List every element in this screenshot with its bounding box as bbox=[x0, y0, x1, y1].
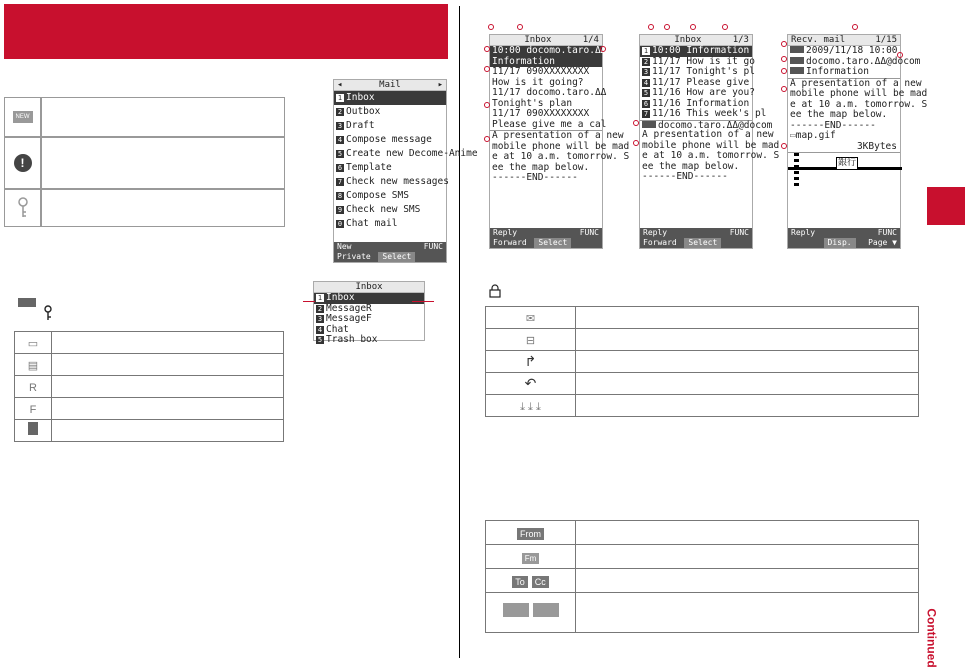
inbox2-number-icon: 2 bbox=[643, 57, 649, 66]
callout-marker bbox=[633, 140, 639, 146]
inbox1-softkeys-2 bbox=[490, 238, 602, 248]
inbox2-row[interactable] bbox=[640, 108, 767, 120]
inbox1-preview-line: A presentation of a new bbox=[492, 130, 624, 141]
recv-softkeys bbox=[788, 228, 900, 238]
inbox2-number-icon: 7 bbox=[643, 110, 649, 118]
callout-marker bbox=[852, 24, 858, 30]
inbox2-number-icon: 5 bbox=[643, 89, 649, 97]
from-icon-cell bbox=[486, 521, 576, 545]
mail-menu-item[interactable] bbox=[334, 119, 446, 133]
callout-marker bbox=[484, 102, 490, 108]
callout-marker bbox=[781, 41, 787, 47]
select-softkey[interactable]: Select bbox=[684, 238, 721, 248]
recv-attachment[interactable]: ▭map.gif bbox=[790, 130, 836, 141]
callout-marker bbox=[690, 24, 696, 30]
recv-body-line: e at 10 a.m. tomorrow. S bbox=[790, 98, 928, 110]
func-softkey[interactable]: FUNC bbox=[877, 228, 897, 237]
mail-menu-item-label: Compose SMS bbox=[346, 190, 409, 201]
mail-menu-item[interactable] bbox=[334, 133, 446, 147]
recv-title: Recv. mail bbox=[791, 34, 846, 45]
key-icon bbox=[17, 197, 29, 219]
folder-number-icon: 3 bbox=[317, 315, 323, 323]
cc-unread-icon bbox=[533, 603, 559, 617]
trash-icon bbox=[15, 420, 52, 442]
callout-marker bbox=[781, 56, 787, 62]
recv-size: 3KBytes bbox=[856, 140, 897, 152]
table-row bbox=[486, 395, 919, 417]
inbox1-preview-line: ee the map below. bbox=[492, 161, 590, 173]
table-row bbox=[15, 354, 284, 376]
folder-list-title: Inbox bbox=[355, 281, 383, 292]
recv-body-line: ------END------ bbox=[790, 119, 876, 131]
inbox1-row[interactable] bbox=[490, 118, 607, 131]
disp-softkey[interactable]: Disp. bbox=[824, 238, 856, 248]
menu-number-icon: 0 bbox=[337, 220, 343, 228]
callout-marker bbox=[484, 46, 490, 52]
to-cc-bcc-icons: ⤓ ⤓ ⤓ bbox=[486, 395, 576, 417]
inbox1-row-text: How is it going? bbox=[492, 76, 584, 88]
menu-number-icon: 7 bbox=[337, 178, 343, 186]
inbox1-row-text: 11/17 090XXXXXXXX bbox=[492, 108, 590, 119]
decome-folder-icon: ▤ bbox=[15, 354, 52, 376]
inbox2-number-icon: 6 bbox=[643, 99, 649, 108]
recv-mail-screen bbox=[787, 34, 928, 249]
callout-line bbox=[303, 301, 315, 302]
mail-menu-item[interactable] bbox=[334, 189, 446, 203]
map-image bbox=[788, 152, 900, 186]
mail-menu-item[interactable] bbox=[334, 91, 446, 105]
callout-marker bbox=[484, 66, 490, 72]
folder-label: Chat bbox=[326, 323, 349, 335]
recv-subject: Information bbox=[788, 67, 900, 78]
chapter-tab bbox=[927, 187, 965, 225]
mail-menu-item[interactable] bbox=[334, 175, 449, 189]
read-mail-icon: ⊟ bbox=[486, 329, 576, 351]
mail-menu-item[interactable] bbox=[334, 105, 446, 119]
to-cc-unread-icon-cell bbox=[486, 593, 576, 633]
inbox2-preview-line: ------END------ bbox=[642, 171, 728, 182]
menu-number-icon: 8 bbox=[337, 192, 343, 200]
inbox1-page: 1/4 bbox=[582, 34, 599, 45]
table-row bbox=[486, 569, 919, 593]
callout-marker bbox=[781, 68, 787, 74]
forwarded-icon: ↱ bbox=[486, 351, 576, 373]
new-desc-cell bbox=[41, 97, 285, 137]
select-softkey[interactable]: Select bbox=[534, 238, 571, 248]
key-inline-icon bbox=[44, 305, 52, 321]
inbox1-softkeys bbox=[490, 228, 602, 238]
inbox2-number-icon: 3 bbox=[643, 68, 649, 76]
table-row bbox=[486, 545, 919, 569]
recv-from: docomo.taro.ΔΔ@docom bbox=[788, 57, 900, 68]
inbox1-row-text: 10:00 docomo.taro.ΔΔ bbox=[492, 45, 607, 56]
inbox2-page: 1/3 bbox=[732, 34, 749, 45]
new-icon: NEW bbox=[13, 111, 33, 123]
table-row bbox=[486, 351, 919, 373]
callout-marker bbox=[484, 136, 490, 142]
inbox2-row-text: 11/17 Please give bbox=[652, 76, 750, 88]
recv-body-line: A presentation of a new bbox=[790, 77, 922, 89]
folder-icon-table bbox=[14, 331, 284, 442]
message-r-folder-icon: R bbox=[15, 376, 52, 398]
mail-menu-title: Mail bbox=[379, 79, 401, 90]
callout-marker bbox=[600, 46, 606, 52]
inbox2-row-text: 11/16 Information bbox=[652, 97, 750, 109]
inbox1-row-text: Information bbox=[492, 55, 555, 67]
func-softkey[interactable]: FUNC bbox=[423, 242, 443, 251]
recv-body-line: mobile phone will be mad bbox=[790, 88, 928, 99]
mail-menu-softkeys-2 bbox=[334, 252, 446, 262]
section-header-bar bbox=[4, 4, 448, 59]
callout-marker bbox=[781, 86, 787, 92]
to-icon: To bbox=[512, 576, 528, 588]
mail-menu-screen bbox=[333, 79, 478, 263]
inbox2-preview-line: ee the map below. bbox=[642, 160, 740, 172]
folder-number-icon: 1 bbox=[317, 294, 323, 302]
folder-label: Trash box bbox=[326, 334, 378, 345]
menu-number-icon: 9 bbox=[337, 206, 343, 214]
folder-number-icon: 2 bbox=[317, 304, 323, 313]
new-icon-cell bbox=[4, 97, 41, 137]
inbox1-title: Inbox bbox=[524, 34, 552, 45]
mail-menu-item[interactable] bbox=[334, 147, 478, 161]
recv-page: 1/15 bbox=[875, 34, 897, 45]
callout-marker bbox=[488, 24, 494, 30]
folder-label: MessageF bbox=[326, 313, 372, 324]
callout-line bbox=[412, 301, 434, 302]
inbox1-preview-line: mobile phone will be mad bbox=[492, 140, 630, 152]
mail-status-icon-table bbox=[485, 306, 919, 417]
mail-menu-item[interactable] bbox=[334, 203, 446, 217]
fm-icon-cell bbox=[486, 545, 576, 569]
table-row bbox=[486, 373, 919, 395]
private-softkey[interactable]: Private bbox=[337, 252, 371, 261]
inbox2-number-icon: 1 bbox=[643, 47, 649, 55]
inbox2-row-text: 11/16 How are you? bbox=[652, 87, 755, 98]
inbox2-softkeys bbox=[640, 228, 752, 238]
mail-menu-item-label: Template bbox=[346, 162, 392, 173]
mail-menu-item-label: Chat mail bbox=[346, 218, 398, 229]
mail-menu-item-label: Check new SMS bbox=[346, 204, 421, 215]
mail-menu-item-label: Compose message bbox=[346, 134, 432, 145]
replied-icon: ↶ bbox=[486, 373, 576, 395]
inbox2-preview-line: A presentation of a new bbox=[642, 129, 774, 140]
table-row bbox=[486, 521, 919, 545]
inbox2-row-text: 11/17 Tonight's pl bbox=[652, 66, 755, 77]
alert-icon: ! bbox=[14, 154, 32, 172]
folder-list-item[interactable] bbox=[314, 335, 424, 346]
table-row bbox=[15, 332, 284, 354]
folder-list-screen bbox=[313, 281, 425, 345]
new-inline-icon bbox=[18, 298, 36, 307]
recv-softkeys-2 bbox=[788, 238, 900, 248]
mail-menu-item[interactable] bbox=[334, 217, 446, 231]
map-label: 銀行 bbox=[838, 158, 857, 168]
func-softkey[interactable]: FUNC bbox=[729, 228, 749, 237]
inbox1-row-text: Tonight's plan bbox=[492, 97, 573, 109]
menu-number-icon: 6 bbox=[337, 164, 343, 172]
alert-desc-cell bbox=[41, 137, 285, 189]
inbox2-row-text: 10:00 Information bbox=[652, 45, 750, 56]
callout-marker bbox=[517, 24, 523, 30]
from-icon: From bbox=[517, 528, 544, 540]
folder-label: MessageR bbox=[326, 302, 372, 314]
inbox1-row-text: Please give me a cal bbox=[492, 118, 607, 130]
inbox2-row-text: 11/17 How is it go bbox=[652, 55, 755, 67]
mail-menu-item-label: Outbox bbox=[346, 106, 381, 117]
forward-softkey[interactable]: Forward bbox=[493, 238, 527, 247]
recv-date: 2009/11/18 10:00 bbox=[788, 46, 900, 57]
address-icon-table bbox=[485, 520, 919, 633]
callout-marker bbox=[897, 52, 903, 58]
inbox2-preview-line: mobile phone will be mad bbox=[642, 139, 780, 151]
inbox2-title: Inbox bbox=[674, 34, 702, 45]
callout-marker bbox=[633, 120, 639, 126]
mail-menu-item[interactable] bbox=[334, 161, 446, 175]
callout-marker bbox=[664, 24, 670, 30]
folder-number-icon: 5 bbox=[317, 336, 323, 344]
callout-marker bbox=[648, 24, 654, 30]
inbox1-preview-line: ------END------ bbox=[492, 172, 578, 183]
mail-menu-item-label: Draft bbox=[346, 120, 375, 131]
inbox-screen-2 bbox=[639, 34, 780, 249]
forward-softkey[interactable]: Forward bbox=[643, 238, 677, 247]
reply-softkey[interactable]: Reply bbox=[643, 228, 668, 237]
folder-number-icon: 4 bbox=[317, 325, 323, 334]
mail-menu-item-label: Create new Decome-Anime bbox=[346, 148, 478, 159]
unread-mail-icon: ✉ bbox=[486, 307, 576, 329]
inbox2-preview-line: e at 10 a.m. tomorrow. S bbox=[642, 150, 780, 161]
continued-label: Continued bbox=[925, 608, 940, 668]
inbox2-row-text: 11/16 This week's pl bbox=[652, 108, 767, 119]
reply-softkey[interactable]: Reply bbox=[493, 228, 518, 237]
inbox2-number-icon: 4 bbox=[643, 78, 649, 87]
cc-icon: Cc bbox=[532, 576, 549, 588]
column-divider bbox=[459, 6, 460, 658]
inbox1-row-text: 11/17 090XXXXXXXX bbox=[492, 66, 590, 77]
message-f-folder-icon: F bbox=[15, 398, 52, 420]
callout-marker bbox=[781, 143, 787, 149]
callout-marker bbox=[722, 24, 728, 30]
inbox1-row-text: 11/17 docomo.taro.ΔΔ bbox=[492, 87, 607, 98]
table-row bbox=[486, 307, 919, 329]
table-row bbox=[15, 420, 284, 442]
folder-icon: ▭ bbox=[15, 332, 52, 354]
fm-icon: Fm bbox=[522, 553, 540, 564]
table-row bbox=[15, 376, 284, 398]
menu-number-icon: 4 bbox=[337, 136, 343, 144]
mail-menu-title-bar: ◂ Mail ▸ bbox=[334, 80, 446, 91]
inbox-screen-1 bbox=[489, 34, 630, 249]
to-cc-icon-cell bbox=[486, 569, 576, 593]
inbox2-from: docomo.taro.ΔΔ@docom bbox=[640, 120, 752, 131]
lock-icon bbox=[489, 284, 501, 298]
alert-icon-cell bbox=[4, 137, 41, 189]
mail-menu-item-label: Check new messages bbox=[346, 176, 449, 187]
table-row bbox=[486, 329, 919, 351]
menu-number-icon: 5 bbox=[337, 150, 343, 158]
table-row bbox=[15, 398, 284, 420]
key-desc-cell bbox=[41, 189, 285, 227]
page-softkey[interactable]: Page ▼ bbox=[868, 238, 897, 247]
to-unread-icon bbox=[503, 603, 529, 617]
menu-number-icon: 1 bbox=[337, 94, 343, 102]
mail-menu-item-label: Inbox bbox=[346, 92, 375, 103]
inbox2-softkeys-2 bbox=[640, 238, 752, 248]
menu-number-icon: 3 bbox=[337, 122, 343, 130]
recv-body-line: ee the map below. bbox=[790, 109, 888, 120]
inbox1-preview-line: e at 10 a.m. tomorrow. S bbox=[492, 151, 630, 162]
table-row bbox=[486, 593, 919, 633]
menu-number-icon: 2 bbox=[337, 108, 343, 116]
new-softkey[interactable]: New bbox=[337, 242, 352, 251]
key-icon-cell bbox=[4, 189, 41, 227]
select-softkey[interactable]: Select bbox=[378, 252, 415, 262]
mail-menu-softkeys bbox=[334, 242, 446, 252]
reply-softkey[interactable]: Reply bbox=[791, 228, 816, 237]
func-softkey[interactable]: FUNC bbox=[579, 228, 599, 237]
folder-label: Inbox bbox=[326, 292, 355, 303]
